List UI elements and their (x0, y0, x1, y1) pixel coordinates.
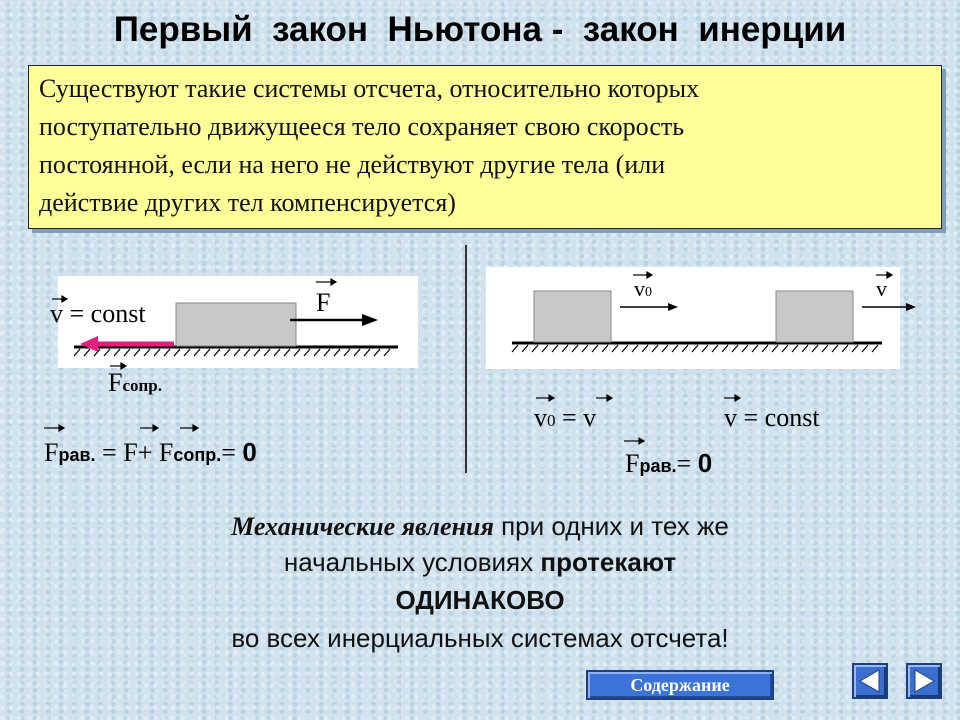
identically-text: ОДИНАКОВО (395, 585, 565, 615)
triangle-left-icon (854, 665, 886, 697)
equals-sign-4: = (676, 449, 698, 478)
v0-subscript: 0 (645, 285, 652, 300)
v0-formula-letter: v (534, 403, 547, 432)
v0-formula-subscript: 0 (547, 411, 556, 430)
equals-sign-3: = (555, 403, 584, 432)
velocity-equality-formula (534, 403, 596, 433)
definition-line-2: поступательно движущееся тело сохраняет свою скорость (39, 112, 685, 141)
equals-sign: = (95, 438, 124, 467)
resistance-force-subscript: сопр. (122, 376, 163, 395)
net-force-letter-2: F (625, 449, 640, 478)
definition-line-4: действие других тел компенсируется) (39, 188, 456, 217)
zero-value-2: 0 (697, 448, 713, 478)
proceed-text: протекают (540, 547, 677, 577)
conclusion-line-2 (120, 547, 840, 578)
resistance-letter: F (158, 438, 174, 467)
conclusion-line-3 (120, 585, 840, 616)
velocity-const-label: v = const (50, 299, 146, 328)
conclusion-line-1-rest: при одних и тех же (493, 511, 729, 541)
resistance-force-letter: F (108, 368, 123, 397)
contents-button[interactable]: Содержание (586, 670, 774, 700)
v-formula-letter: v (583, 403, 597, 432)
slide-title: Первый закон Ньютона - закон инерции (113, 10, 847, 49)
zero-value: 0 (242, 437, 257, 467)
equals-sign-2: = (221, 438, 243, 467)
mechanical-phenomena-text: Механические явления (231, 512, 494, 541)
net-force-subscript-2: рав. (639, 456, 677, 476)
resistance-subscript: сопр. (173, 445, 222, 465)
prev-slide-button[interactable] (852, 663, 888, 699)
net-force-subscript: рав. (58, 445, 96, 465)
right-net-force-formula (625, 448, 712, 479)
conclusion-line-2-a: начальных условиях (283, 547, 541, 577)
velocity-const-formula: v = const (724, 403, 820, 432)
conclusion-line-1 (120, 511, 840, 542)
definition-line-1: Существуют такие системы отсчета, относительно которых (39, 74, 700, 103)
force-label: F (316, 288, 331, 317)
v0-letter: v (634, 276, 645, 301)
net-force-letter: F (44, 438, 59, 467)
triangle-right-icon (908, 665, 940, 697)
velocity-label: v (876, 276, 887, 301)
next-slide-button[interactable] (906, 663, 942, 699)
force-letter: F (123, 438, 138, 467)
plus-sign: + (137, 438, 159, 467)
conclusion-line-4: во всех инерциальных системах отсчета! (231, 623, 729, 653)
definition-line-3: постоянной, если на него не действуют другие тела (или (39, 150, 666, 179)
